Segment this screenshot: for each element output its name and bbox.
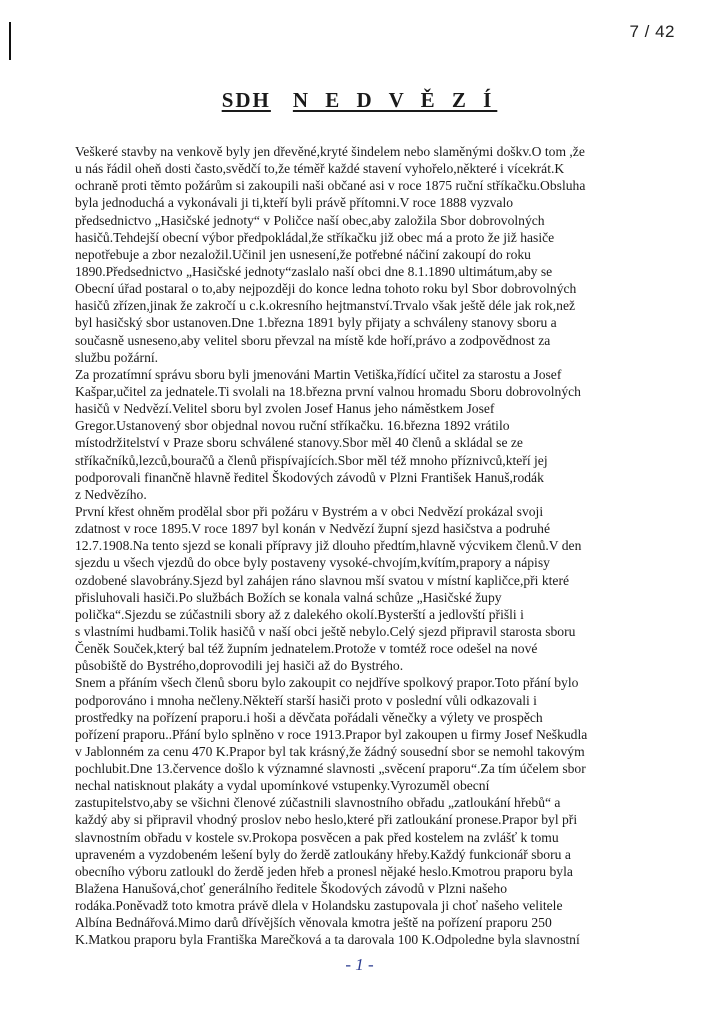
text-line: z Nedvězího. (75, 486, 147, 502)
text-line: stříkačníků,lezců,bouračů a členů přispívajících.Sbor měl též mnoho příznivců,kteří jej (75, 452, 548, 468)
title-village-name: N E D V Ě Z Í (292, 88, 498, 112)
handwritten-page-number: - 1 - (345, 955, 374, 974)
text-line: hasičů zřízen,jinak že zakročí u c.k.okresního hejtmanství.Trvalo však ještě déle jak rok,než (75, 298, 576, 314)
text-line: u nás řádil oheň dosti často,svědčí to,že téměř každé stavení vyhořelo,některé i vícekrát.K (75, 161, 565, 177)
text-line: hasičů v Nedvězí.Velitel sboru byl zvolen Josef Hanus jeho náměstkem Josef (75, 401, 495, 417)
text-line: 1890.Předsednictvo „Hasičské jednoty“zaslalo naší obci dne 8.1.1890 ultimátum,aby se (75, 263, 553, 279)
text-line: rodáka.Poněvadž toto kmotra právě dlela v Holandsku zastupovala ji choť našeho velitele (75, 898, 563, 914)
text-line: pochlubit.Dne 13.července došlo k významné slavnosti „svěcení praporu“.Za tím účelem sbor (75, 761, 586, 777)
text-line: Za prozatímní správu sboru byli jmenováni Martin Vetiška,řídící učitel za starostu a Josef (75, 366, 562, 382)
text-line: Albína Bednářová.Mimo darů dřívějších věnovala kmotra ještě na pořízení praporu 250 (75, 915, 552, 931)
text-line: současně usneseno,aby velitel sboru převzal na místě kde hoří,právo a zodpovědnost za (75, 332, 551, 348)
page-title (0, 88, 719, 113)
text-line: v Jablonném za cenu 470 K.Prapor byl tak krásný,že žádný sousední sbor se nemohl takovým (75, 743, 585, 759)
text-line: Veškeré stavby na venkově byly jen dřevěné,kryté šindelem nebo slaměnými doškv.O tom ,že (75, 144, 585, 159)
scan-edge-mark (9, 22, 11, 60)
text-line: Snem a přáním všech členů sboru bylo zakoupit co nejdříve spolkový prapor.Toto přání bylo (75, 675, 579, 691)
text-line: ochraně proti těmto požárům si zakoupili naši občané asi v roce 1875 ruční stříkačku.Obsluha (75, 178, 586, 194)
chronicle-body-text (75, 143, 675, 949)
text-line: Blažena Hanušová,choť generálního ředitele Škodových závodů v Plzni našeho (75, 881, 507, 897)
text-line: předsednictvo „Hasičské jednoty“ v Poličce naší obec,aby založila Sbor dobrovolných (75, 212, 545, 228)
text-line: obecního výboru zatloukl do žerdě jeden hřeb a pronesl nějaké heslo.Kmotrou praporu byla (75, 863, 573, 879)
text-line: upraveném a vyzdobeném lešení byly do žerdě zatloukány hřeby.Každý funkcionář sboru a (75, 846, 571, 862)
title-abbreviation: SDH (221, 88, 271, 112)
text-line: přisluhovali hasiči.Po službách Božích se konala valná schůze „Hasičské župy (75, 589, 502, 605)
text-line: s vlastními hudbami.Tolik hasičů v naší obci ještě nebylo.Celý sjezd připravil starosta sboru (75, 623, 576, 639)
text-line: polička“.Sjezdu se zúčastnili sbory až z dalekého okolí.Bysterští a jedlovští přišli i (75, 606, 524, 622)
text-line: zastupitelstvo,aby se všichni členové zúčastnili slavnostního obřadu „zatloukání hřebů“ a (75, 795, 561, 811)
text-line: nechal natisknout plakáty a vydal upomínkové vstupenky.Vyrozuměl obecní (75, 778, 490, 794)
text-line: První křest ohněm prodělal sbor při požáru v Bystrém a v obci Nedvězí prokázal svoji (75, 503, 544, 519)
text-line: K.Matkou praporu byla Františka Marečková a ta darovala 100 K.Odpoledne byla slavnostní (75, 932, 580, 948)
text-line: ozdobené slavobrány.Sjezd byl zahájen ráno slavnou mší svatou v místní kapličce,při které (75, 572, 570, 588)
text-line: Kašpar,učitel za jednatele.Ti svolali na 18.března první valnou hromadu Sboru dobrovolných (75, 383, 581, 399)
text-line: podporováno i mnoha nečleny.Někteří starší hasiči proto v poslední vůli odkazovali i (75, 692, 537, 708)
text-line: Obecní úřad postaral o to,aby nejpozději do konce ledna tohoto roku byl Sbor dobrovolných (75, 281, 577, 297)
text-line: službu požární. (75, 349, 159, 365)
text-line: Čeněk Souček,který bal též župním jednatelem.Protože v tomtéž roce odešel na nové (75, 641, 538, 657)
text-line: 12.7.1908.Na tento sjezd se konali přípravy již dlouho předtím,hlavně výcvikem členů.V den (75, 538, 582, 554)
text-line: Gregor.Ustanovený sbor objednal novou ruční stříkačku. 16.března 1892 vrátilo (75, 418, 510, 434)
text-line: zdatnost v roce 1895.V roce 1897 byl konán v Nedvězí župní sjezd hasičstva a podruhé (75, 521, 551, 537)
text-line: byl hasičský sbor ustanoven.Dne 1.března 1891 byly přijaty a schváleny stanovy sboru a (75, 315, 557, 331)
text-line: místodržitelství v Praze sboru schválené stanovy.Sbor měl 40 členů a skládal se ze (75, 435, 523, 451)
text-line: sjezdu u všech vjezdů do obce byly postaveny vysoké-chvojím,kvítím,prapory a nápisy (75, 555, 550, 571)
text-line: byla jednoduchá a vykonávali ji ti,kteří byli právě přítomni.V roce 1888 vyzvalo (75, 195, 514, 211)
text-line: nepotřebuje a zbor nezaložil.Učinil jen usnesení,že potřebné náčiní zakoupí do roku (75, 246, 531, 262)
text-line: hasičů.Tehdejší obecní výbor předpokládal,že stříkačku již obec má a proto že již hasiče (75, 229, 555, 245)
text-line: pořízení praporu..Přání bylo splněno v roce 1913.Prapor byl zakoupen u firmy Josef Neškudla (75, 726, 588, 742)
text-line: každý aby si připravil vhodný proslov nebo heslo,které při zatloukání pronese.Prapor byl při (75, 812, 578, 828)
text-line: podporovali finančně hlavně ředitel Škodových závodů v Plzni František Hanuš,rodák (75, 469, 544, 485)
text-line: slavnostním obřadu v kostele sv.Prokopa posvěcen a pak před kostelem na zvlášť k tomu (75, 829, 559, 845)
text-line: působiště do Bystrého,doprovodili jej hasiči až do Bystrého. (75, 658, 404, 674)
text-line: prostředky na pořízení praporu.i hoši a děvčata pořádali věnečky a výlety ve prospěch (75, 709, 543, 725)
page-number: 7 / 42 (629, 22, 675, 41)
